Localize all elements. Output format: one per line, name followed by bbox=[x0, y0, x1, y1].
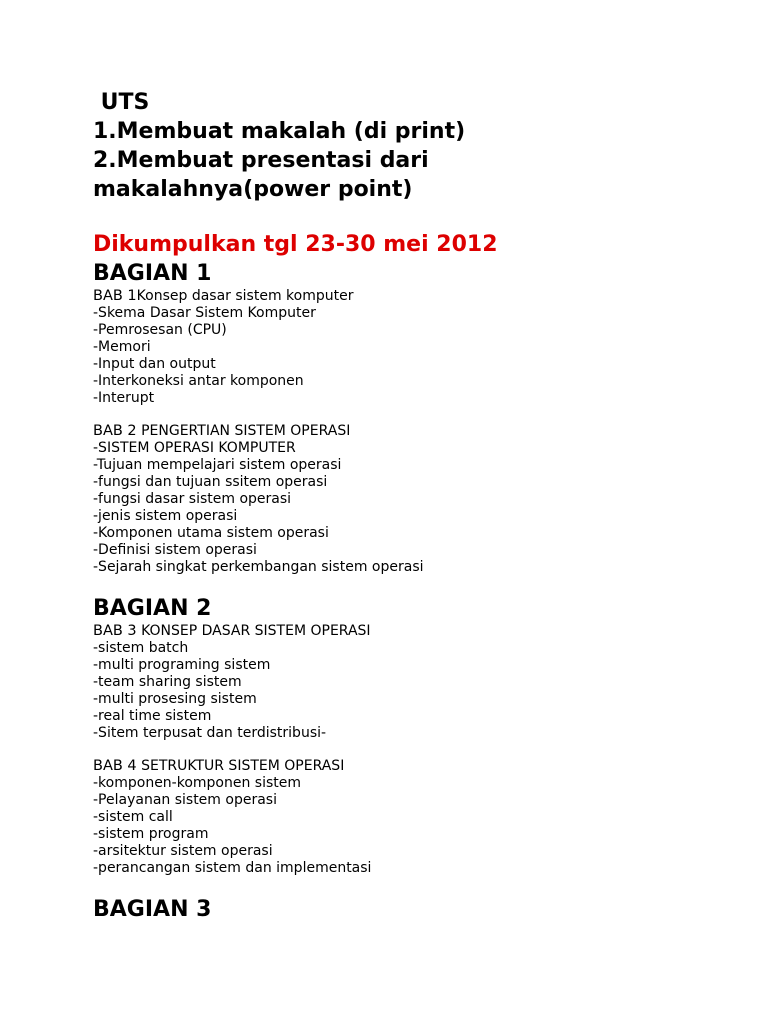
list-item: -jenis sistem operasi bbox=[93, 508, 238, 524]
chapter-title: KONSEP DASAR SISTEM OPERASI bbox=[136, 623, 371, 639]
list-item: -Pemrosesan (CPU) bbox=[93, 322, 227, 338]
list-item: -Pelayanan sistem operasi bbox=[93, 792, 277, 808]
document-page bbox=[93, 88, 733, 924]
document-title bbox=[93, 88, 733, 117]
chapter-title: SETRUKTUR SISTEM OPERASI bbox=[136, 758, 345, 774]
section-bagian-2 bbox=[93, 594, 733, 877]
list-item: -Input dan output bbox=[93, 356, 216, 372]
list-item: -Interupt bbox=[93, 390, 155, 406]
task-item: 1.Membuat makalah (di print) bbox=[93, 119, 466, 144]
list-item: -komponen-komponen sistem bbox=[93, 775, 302, 791]
chapter-bab-3 bbox=[93, 623, 733, 742]
task-item: makalahnya(power point) bbox=[93, 177, 413, 202]
list-item: -Definisi sistem operasi bbox=[93, 542, 257, 558]
list-item: -multi prosesing sistem bbox=[93, 691, 257, 707]
chapter-heading bbox=[93, 758, 733, 775]
list-item: -Memori bbox=[93, 339, 151, 355]
list-item: -multi programing sistem bbox=[93, 657, 271, 673]
section-title: BAGIAN 2 bbox=[93, 596, 212, 621]
section-title: BAGIAN 3 bbox=[93, 897, 212, 922]
chapter-number: BAB 1 bbox=[93, 288, 137, 304]
chapter-bab-1 bbox=[93, 288, 733, 407]
task-item: 2.Membuat presentasi dari bbox=[93, 148, 429, 173]
list-item: -SISTEM OPERASI KOMPUTER bbox=[93, 440, 296, 456]
chapter-bab-2 bbox=[93, 423, 733, 576]
chapter-title: Konsep dasar sistem komputer bbox=[136, 288, 354, 304]
chapter-bab-4 bbox=[93, 758, 733, 877]
chapter-number: BAB 4 bbox=[93, 758, 137, 774]
list-item: -real time sistem bbox=[93, 708, 212, 724]
chapter-number: BAB 3 bbox=[93, 623, 137, 639]
section-bagian-1 bbox=[93, 259, 733, 576]
list-item: -Sitem terpusat dan terdistribusi- bbox=[93, 725, 327, 741]
list-item: -team sharing sistem bbox=[93, 674, 242, 690]
chapter-heading bbox=[93, 423, 733, 440]
list-item: -Skema Dasar Sistem Komputer bbox=[93, 305, 316, 321]
deadline-notice: Dikumpulkan tgl 23-30 mei 2012 bbox=[93, 232, 498, 257]
list-item: -Tujuan mempelajari sistem operasi bbox=[93, 457, 342, 473]
document-title-text: UTS bbox=[100, 90, 150, 115]
list-item: -Komponen utama sistem operasi bbox=[93, 525, 329, 541]
section-bagian-3 bbox=[93, 895, 733, 924]
list-item: -fungsi dan tujuan ssitem operasi bbox=[93, 474, 328, 490]
list-item: -arsitektur sistem operasi bbox=[93, 843, 273, 859]
list-item: -fungsi dasar sistem operasi bbox=[93, 491, 292, 507]
section-title: BAGIAN 1 bbox=[93, 261, 212, 286]
list-item: -sistem program bbox=[93, 826, 209, 842]
list-item: -perancangan sistem dan implementasi bbox=[93, 860, 372, 876]
chapter-heading bbox=[93, 288, 733, 305]
list-item: -Interkoneksi antar komponen bbox=[93, 373, 304, 389]
chapter-number: BAB 2 bbox=[93, 423, 137, 439]
list-item: -Sejarah singkat perkembangan sistem operasi bbox=[93, 559, 424, 575]
list-item: -sistem batch bbox=[93, 640, 189, 656]
chapter-heading bbox=[93, 623, 733, 640]
list-item: -sistem call bbox=[93, 809, 173, 825]
chapter-title: PENGERTIAN SISTEM OPERASI bbox=[136, 423, 351, 439]
